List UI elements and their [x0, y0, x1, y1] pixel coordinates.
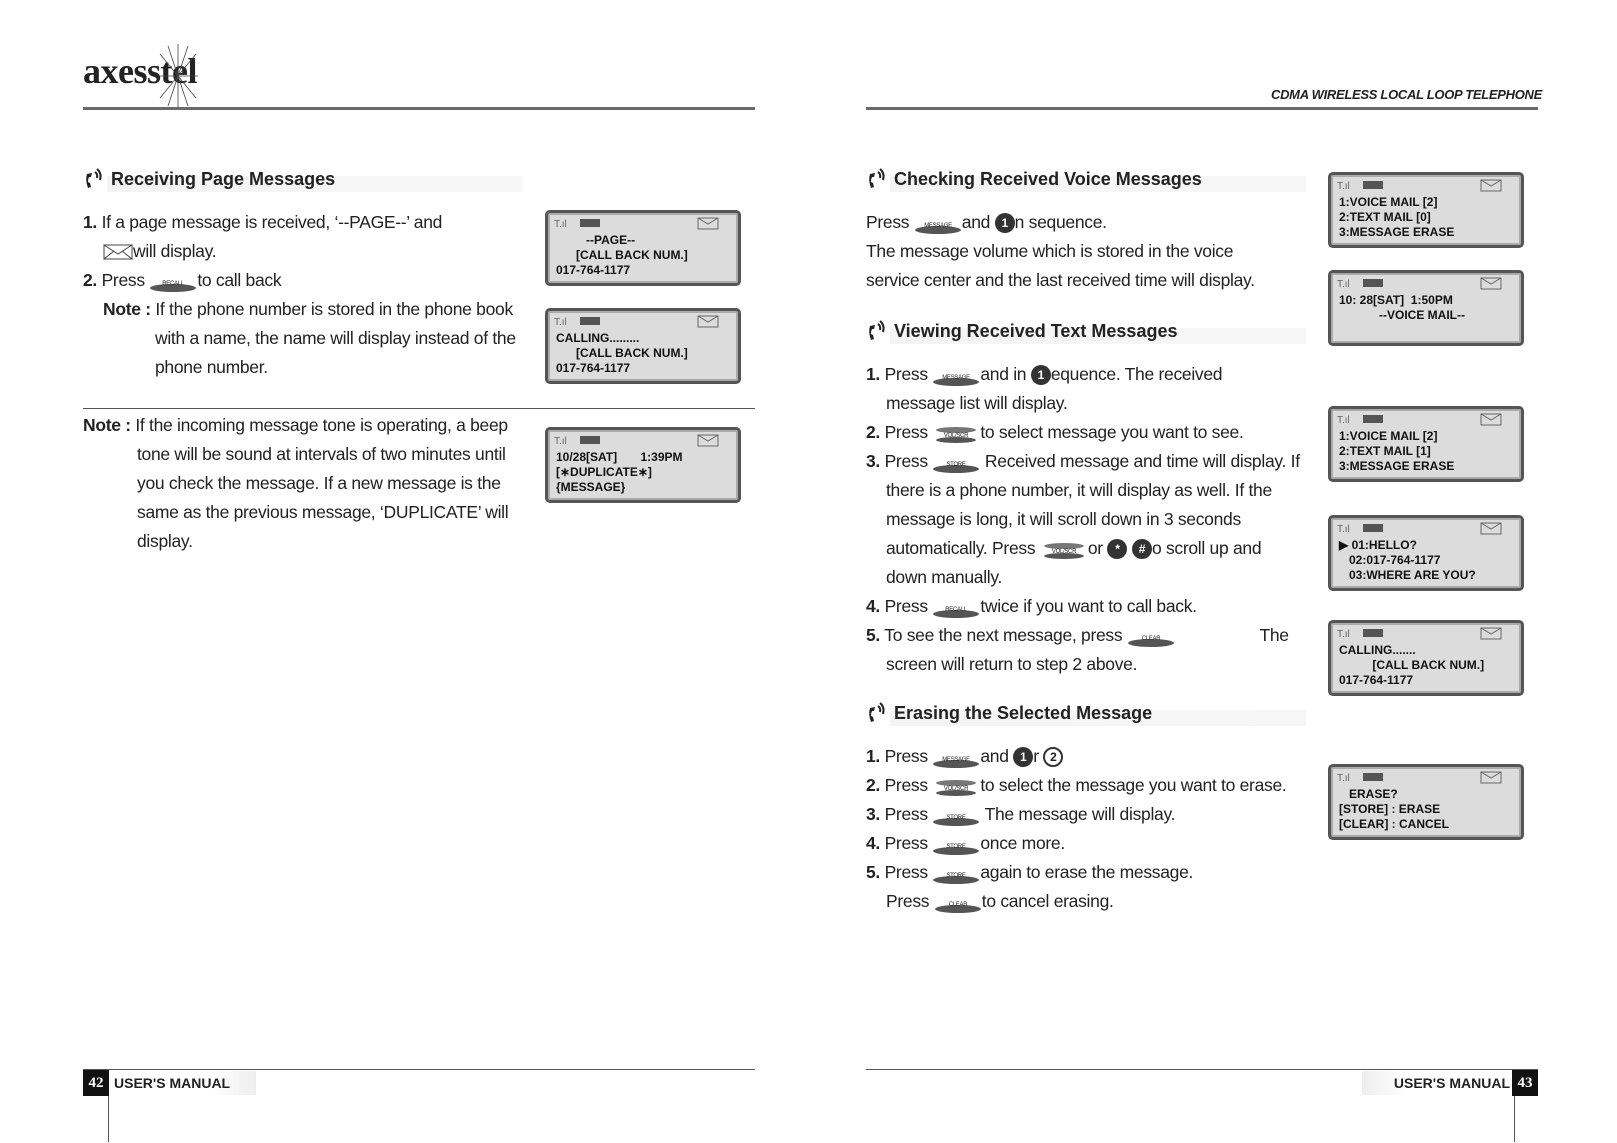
svg-text:CLEAR: CLEAR: [948, 902, 968, 909]
phone-ring-icon: [866, 702, 890, 726]
svg-text:T.ıl: T.ıl: [554, 317, 567, 328]
envelope-icon: [103, 244, 133, 260]
svg-text:T.ıl: T.ıl: [1337, 629, 1350, 640]
lcd-status-icons: [1331, 518, 1521, 538]
lcd-status-icons: [1331, 175, 1521, 195]
volscr-key-icon: [932, 778, 980, 794]
svg-text:T.ıl: T.ıl: [1337, 181, 1350, 192]
lcd-screen-menu: T.ıl 1:VOICE MAIL [2] 2:TEXT MAIL [0] 3:MESSAGE ERASE: [1328, 172, 1524, 248]
svg-text:T.ıl: T.ıl: [554, 219, 567, 230]
header-right-title: CDMA WIRELESS LOCAL LOOP TELEPHONE: [1271, 87, 1542, 102]
receiving-page-steps: 1. If a page message is received, ‘--PAGE--’ and will display. 2. Press RECALL to call back Note : If the phone number is stored in the phone book with a name, the name will display instead of the phone number.: [83, 212, 516, 377]
footer-label-right: USER'S MANUAL: [1362, 1071, 1512, 1095]
svg-text:STORE: STORE: [946, 815, 966, 822]
logo-starburst-icon: [158, 44, 198, 108]
svg-text:STORE: STORE: [946, 844, 966, 851]
hash-key-icon: #: [1132, 539, 1152, 559]
svg-text:VOL/SCR: VOL/SCR: [944, 433, 969, 440]
svg-text:STORE: STORE: [946, 462, 966, 469]
digit-one-key-icon: 1: [1013, 747, 1033, 767]
message-key-icon: [914, 215, 962, 231]
header-rule-left: [83, 107, 755, 110]
message-key-icon: [932, 367, 980, 383]
store-key-icon: [932, 865, 980, 881]
lcd-screen-voice-mail: T.ıl 10: 28[SAT] 1:50PM --VOICE MAIL--: [1328, 270, 1524, 346]
phone-ring-icon: [866, 320, 890, 344]
svg-text:T.ıl: T.ıl: [554, 436, 567, 447]
volscr-key-icon: [1040, 541, 1088, 557]
footer-stem-left: [108, 1096, 109, 1142]
svg-text:T.ıl: T.ıl: [1337, 524, 1350, 535]
svg-text:MESSAGE: MESSAGE: [924, 223, 952, 230]
text-message-steps: 1. Press MESSAGE and in 1 equence. The received message list will display. 2. Press VOL/SCR to select message you want to see. 3. Press STORE Received message and time will display. If there is a phone number, it will display as well. If the message is long, it will scroll down in 3 seconds automatically. Press VOL/SCR or * # o scroll up and down manually. 4. Press RECALL twice if you want to call back. 5. To see the next message, press CLEAR The screen will return to step 2 above.: [866, 364, 1300, 674]
digit-two-key-icon: 2: [1043, 747, 1063, 767]
page-number-right: 43: [1512, 1070, 1538, 1096]
svg-text:T.ıl: T.ıl: [1337, 415, 1350, 426]
svg-text:T.ıl: T.ıl: [1337, 279, 1350, 290]
store-key-icon: [932, 807, 980, 823]
svg-text:VOL/SCR: VOL/SCR: [1051, 549, 1076, 556]
footer-rule-right: [866, 1069, 1538, 1070]
svg-text:MESSAGE: MESSAGE: [942, 757, 971, 764]
recall-key-icon: [932, 599, 980, 615]
svg-text:STORE: STORE: [946, 873, 966, 880]
footer-stem-right: [1514, 1096, 1515, 1142]
digit-one-key-icon: 1: [1031, 365, 1051, 385]
lcd-status-icons: [1331, 273, 1521, 293]
lcd-status-icons: [548, 430, 738, 450]
erase-steps: 1. Press MESSAGE and 1 r 2 2. Press VOL/SCR to select the message you want to erase. 3. Press STORE The message will display. 4. Press STORE once more. 5. Press STORE again to erase the message. Press CLEAR to cancel erasing.: [866, 742, 1326, 916]
svg-text:T.ıl: T.ıl: [1337, 773, 1350, 784]
svg-text:CLEAR: CLEAR: [1141, 636, 1161, 643]
lcd-screen-duplicate: T.ıl 10/28[SAT] 1:39PM [∗DUPLICATE∗] {MESSAGE}: [545, 427, 741, 503]
lcd-screen-erase: T.ıl ERASE? [STORE] : ERASE [CLEAR] : CANCEL: [1328, 764, 1524, 840]
volscr-key-icon: [932, 425, 980, 441]
page-number-left: 42: [83, 1070, 109, 1096]
svg-text:RECALL: RECALL: [945, 607, 968, 614]
lcd-status-icons: [1331, 767, 1521, 787]
footer-label-left: USER'S MANUAL: [114, 1071, 256, 1095]
lcd-status-icons: [548, 213, 738, 233]
lcd-screen-page: T.ıl --PAGE-- [CALL BACK NUM.] 017-764-1177: [545, 210, 741, 286]
store-key-icon: [932, 454, 980, 470]
section-text-messages: [866, 318, 1306, 344]
lcd-status-icons: [1331, 623, 1521, 643]
clear-key-icon: [934, 894, 982, 910]
section-receiving-page: [83, 166, 523, 192]
svg-text:RECALL: RECALL: [162, 281, 185, 288]
section-title: Checking Received Voice Messages: [894, 169, 1202, 189]
lcd-screen-message-list: T.ıl ▶ 01:HELLO? 02:017-764-1177 03:WHERE ARE YOU?: [1328, 515, 1524, 591]
star-key-icon: *: [1107, 539, 1127, 559]
store-key-icon: [932, 836, 980, 852]
brand-logo: axesstel: [83, 51, 197, 91]
section-divider: [83, 408, 755, 409]
section-title: Erasing the Selected Message: [894, 703, 1153, 723]
digit-one-key-icon: 1: [995, 213, 1015, 233]
recall-key-icon: [149, 273, 197, 289]
section-voice-messages: [866, 166, 1306, 192]
svg-text:VOL/SCR: VOL/SCR: [944, 786, 969, 793]
voice-steps: Press MESSAGE and 1 n sequence. The message volume which is stored in the voice service center and the last received time will display.: [866, 212, 1255, 290]
message-key-icon: [932, 749, 980, 765]
tone-note: Note : If the incoming message tone is operating, a beep tone will be sound at intervals of two minutes until you check the message. If a new message is the same as the previous message, ‘DUPLICATE’ will display.: [83, 415, 509, 551]
footer-rule-left: [83, 1069, 755, 1070]
svg-text:MESSAGE: MESSAGE: [942, 375, 971, 382]
lcd-screen-menu-text: T.ıl 1:VOICE MAIL [2] 2:TEXT MAIL [1] 3:MESSAGE ERASE: [1328, 406, 1524, 482]
section-title: Viewing Received Text Messages: [894, 321, 1178, 341]
lcd-status-icons: [1331, 409, 1521, 429]
section-title: Receiving Page Messages: [111, 169, 336, 189]
header-rule-right: [866, 107, 1538, 110]
lcd-status-icons: [548, 311, 738, 331]
section-erase-message: [866, 700, 1306, 726]
clear-key-icon: [1127, 628, 1175, 644]
lcd-screen-calling-right: T.ıl CALLING....... [CALL BACK NUM.] 017-764-1177: [1328, 620, 1524, 696]
lcd-screen-calling: T.ıl CALLING......... [CALL BACK NUM.] 017-764-1177: [545, 308, 741, 384]
phone-ring-icon: [83, 168, 107, 192]
phone-ring-icon: [866, 168, 890, 192]
